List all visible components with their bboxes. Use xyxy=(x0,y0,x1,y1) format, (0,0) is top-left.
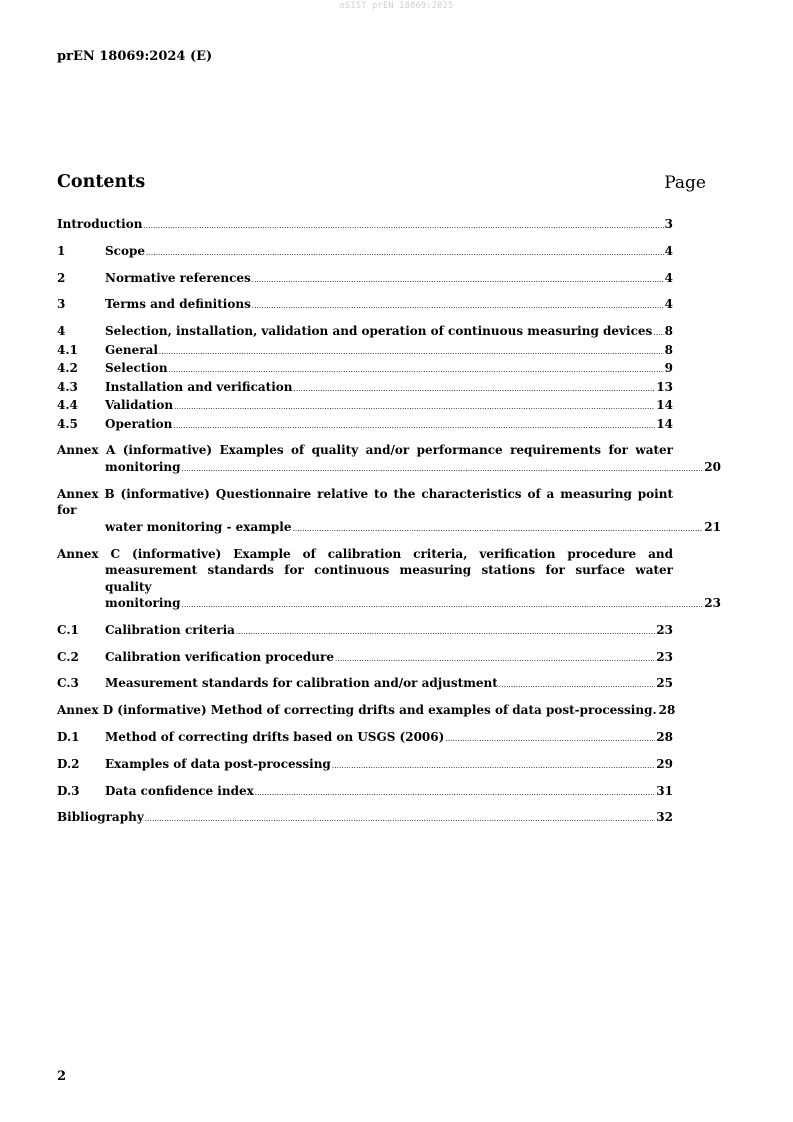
toc-entry-introduction[interactable] xyxy=(57,216,673,235)
toc-page: 4 xyxy=(664,243,673,258)
toc-title: Terms and definitions xyxy=(105,297,251,312)
leader-dots xyxy=(173,418,655,435)
toc-title: Introduction xyxy=(57,217,143,231)
leader-dots xyxy=(182,597,704,614)
toc-title: Calibration verification procedure xyxy=(105,649,334,664)
toc-title: Validation xyxy=(105,398,174,413)
toc-page: 8 xyxy=(664,342,673,357)
toc-entry-bibliography[interactable] xyxy=(57,809,673,828)
page-column-label: Page xyxy=(664,173,706,193)
toc-page: 14 xyxy=(656,398,673,413)
toc-number: C.2 xyxy=(57,649,79,664)
toc-entry-annex-d[interactable] xyxy=(57,702,676,721)
toc-entry-annex-b[interactable] xyxy=(57,486,721,538)
toc-page: 4 xyxy=(664,297,673,312)
toc-page: 23 xyxy=(704,596,721,611)
toc-entry-c-2[interactable] xyxy=(57,649,673,668)
leader-dots xyxy=(143,218,663,235)
toc-page: 23 xyxy=(656,649,673,664)
toc-number: C.1 xyxy=(57,622,79,637)
toc-entry-d-2[interactable] xyxy=(57,756,673,775)
toc-title: Method of correcting drifts based on USGS (2006) xyxy=(105,730,445,745)
toc-page: 13 xyxy=(656,379,673,394)
toc-page: 32 xyxy=(656,810,673,825)
toc-page: 20 xyxy=(704,459,721,474)
toc-title-continued: water monitoring - example xyxy=(105,519,292,534)
leader-dots xyxy=(332,758,655,775)
leader-dots xyxy=(294,381,656,398)
toc-number: 1 xyxy=(57,243,66,258)
toc-page: 8 xyxy=(664,324,673,339)
toc-number: 4 xyxy=(57,324,66,339)
toc-title: Examples of data post-processing xyxy=(105,756,331,771)
toc-number: 4.1 xyxy=(57,342,78,357)
toc-title: Selection xyxy=(105,361,168,376)
toc-entry-d-3[interactable] xyxy=(57,783,673,802)
watermark: oSIST prEN 18069:2025 xyxy=(339,1,454,11)
toc-title: Annex A (informative) Examples of quality and/or performance requirements for water xyxy=(57,443,673,458)
leader-dots xyxy=(146,245,664,262)
toc-entry-annex-c[interactable] xyxy=(57,546,721,614)
toc-number: 4.2 xyxy=(57,361,78,376)
toc-title: Measurement standards for calibration and/or adjustment xyxy=(105,676,498,691)
leader-dots xyxy=(159,344,664,361)
toc-entry-4-2[interactable] xyxy=(57,360,673,379)
page-number: 2 xyxy=(57,1069,67,1084)
toc-title: Annex C (informative) Example of calibration criteria, verification procedure and xyxy=(57,546,673,561)
toc-title-continued: measurement standards for continuous measuring stations for surface water quality xyxy=(105,563,673,594)
toc-entry-c-3[interactable] xyxy=(57,675,673,694)
leader-dots xyxy=(252,272,664,289)
leader-dots xyxy=(236,624,655,641)
leader-dots xyxy=(252,298,664,315)
toc-entry-4-5[interactable] xyxy=(57,416,673,435)
toc-title-continued: monitoring xyxy=(105,596,181,611)
leader-dots xyxy=(335,651,655,668)
toc-title: Scope xyxy=(105,243,146,258)
toc-entry-scope[interactable] xyxy=(57,243,673,262)
toc-title: Installation and verification xyxy=(105,379,293,394)
leader-dots xyxy=(145,811,656,828)
toc-title: Annex D (informative) Method of correcting drifts and examples of data post-processing. xyxy=(57,703,657,718)
toc-title: Annex B (informative) Questionnaire relative to the characteristics of a measuring point for xyxy=(57,486,673,518)
toc-number: C.3 xyxy=(57,676,79,691)
table-of-contents xyxy=(57,216,721,828)
toc-title-continued: monitoring xyxy=(105,459,181,474)
document-id: prEN 18069:2024 (E) xyxy=(57,49,213,64)
toc-number: D.2 xyxy=(57,756,80,771)
toc-entry-c-1[interactable] xyxy=(57,622,673,641)
toc-page: 3 xyxy=(664,217,673,231)
toc-number: 4.5 xyxy=(57,416,78,431)
toc-number: 2 xyxy=(57,270,66,285)
toc-title: Normative references xyxy=(105,270,251,285)
toc-title: General xyxy=(105,342,158,357)
toc-title: Operation xyxy=(105,416,173,431)
toc-number: 4.3 xyxy=(57,379,78,394)
toc-entry-d-1[interactable] xyxy=(57,729,673,748)
toc-page: 23 xyxy=(656,622,673,637)
toc-page: 28 xyxy=(658,703,676,718)
toc-entry-annex-a[interactable] xyxy=(57,442,721,477)
leader-dots xyxy=(182,461,704,478)
toc-page: 9 xyxy=(664,361,673,376)
toc-page: 29 xyxy=(656,756,673,771)
toc-title: Calibration criteria xyxy=(105,622,235,637)
leader-dots xyxy=(174,399,655,416)
toc-entry-4-1[interactable] xyxy=(57,342,673,361)
contents-title: Contents xyxy=(57,172,146,192)
toc-title: Selection, installation, validation and operation of continuous measuring devices xyxy=(105,324,653,339)
toc-title: Bibliography xyxy=(57,810,144,825)
toc-page: 4 xyxy=(664,270,673,285)
toc-entry-4-4[interactable] xyxy=(57,397,673,416)
toc-entry-normative-references[interactable] xyxy=(57,270,673,289)
toc-page: 25 xyxy=(656,676,673,691)
leader-dots xyxy=(499,677,656,694)
toc-page: 31 xyxy=(656,783,673,798)
toc-entry-terms-definitions[interactable] xyxy=(57,296,673,315)
leader-dots xyxy=(653,325,663,342)
leader-dots xyxy=(293,521,704,538)
leader-dots xyxy=(445,731,655,748)
leader-dots xyxy=(255,785,656,802)
toc-number: 4.4 xyxy=(57,398,78,413)
toc-page: 14 xyxy=(656,416,673,431)
toc-number: D.1 xyxy=(57,730,80,745)
toc-entry-4-3[interactable] xyxy=(57,379,673,398)
toc-number: 3 xyxy=(57,297,66,312)
toc-page: 21 xyxy=(704,519,721,534)
toc-title: Data confidence index xyxy=(105,783,254,798)
toc-number: D.3 xyxy=(57,783,80,798)
leader-dots xyxy=(169,362,664,379)
toc-entry-section-4[interactable] xyxy=(57,323,673,342)
toc-page: 28 xyxy=(656,730,673,745)
